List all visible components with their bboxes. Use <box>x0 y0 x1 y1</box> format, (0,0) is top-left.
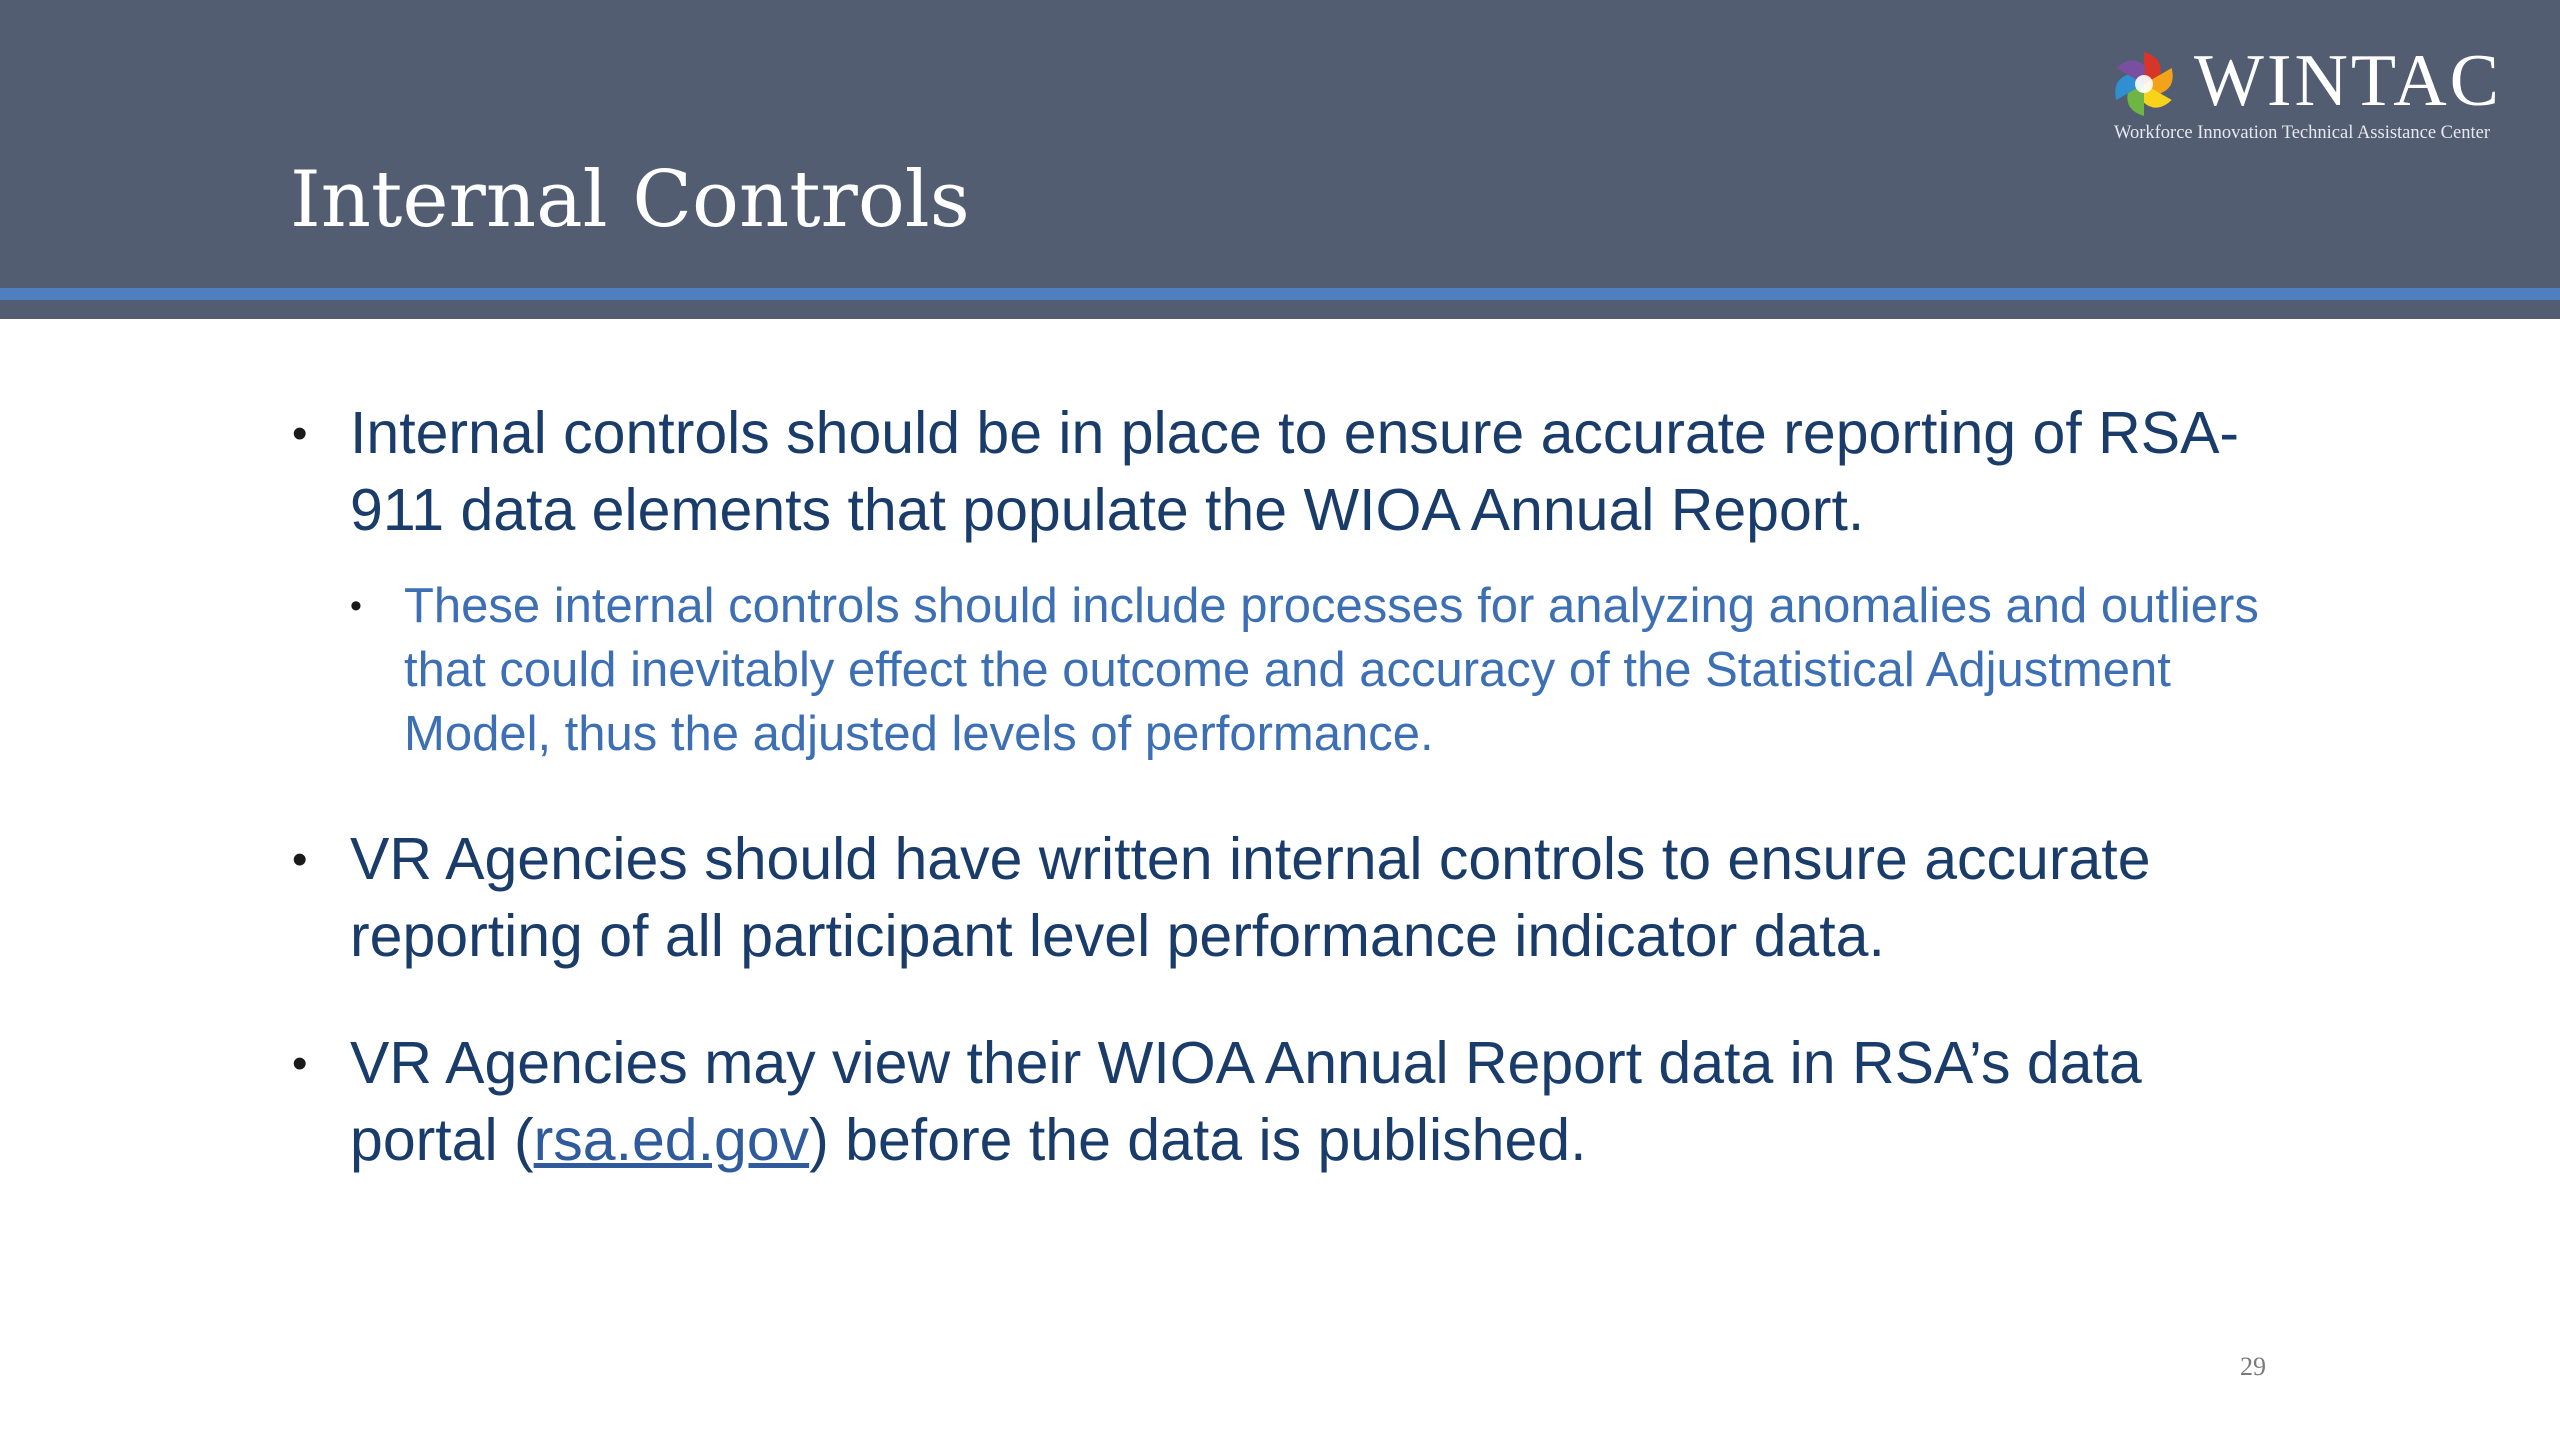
page-number: 29 <box>2240 1352 2266 1381</box>
logo-wordmark: WINTAC <box>2194 40 2503 122</box>
pinwheel-logo-icon <box>2108 48 2180 120</box>
sub-bullet-item-1 <box>350 574 2280 766</box>
sub-bullet-marker: • <box>350 587 362 625</box>
rsa-portal-link[interactable]: rsa.ed.gov <box>533 1107 810 1173</box>
slide-content <box>290 395 2280 1179</box>
wintac-logo <box>2108 42 2528 152</box>
bullet-text: Internal controls should be in place to ensure accurate reporting of RSA-911 data elements that populate the WIOA Annual Report. <box>350 400 2240 543</box>
bullet-text: VR Agencies should have written internal controls to ensure accurate reporting of all participant level performance indicator data. <box>350 826 2151 969</box>
logo-tagline: Workforce Innovation Technical Assistance Center <box>2114 123 2490 143</box>
bullet-marker: • <box>292 409 308 458</box>
header-bottom-stripe <box>0 300 2560 319</box>
bullet-marker: • <box>292 835 308 884</box>
bullet-text-after-link: ) before the data is published. <box>809 1107 1587 1173</box>
bullet-marker: • <box>292 1039 308 1088</box>
header-accent-stripe <box>0 288 2560 300</box>
bullet-item-1 <box>290 395 2280 549</box>
bullet-text-before-link: VR Agencies may view their WIOA Annual Report data in RSA’s data portal ( <box>350 1030 2142 1173</box>
slide-title: Internal Controls <box>290 155 970 245</box>
sub-bullet-text: These internal controls should include processes for analyzing anomalies and outliers that could inevitably effect the outcome and accuracy of the Statistical Adjustment Model, thus the adjusted levels of performance. <box>404 579 2259 761</box>
bullet-item-2 <box>290 821 2280 975</box>
bullet-item-3 <box>290 1025 2280 1179</box>
